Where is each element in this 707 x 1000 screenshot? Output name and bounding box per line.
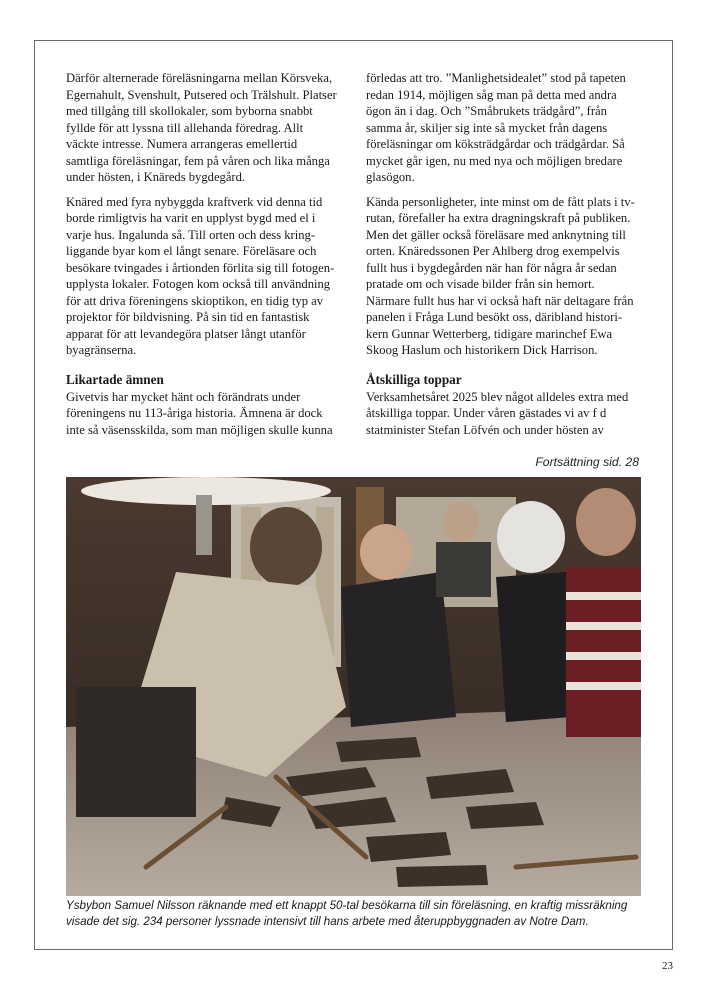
right-paragraph-2: Kända personligheter, inte minst om de fått plats i tv-rutan, förefaller ha extra dragningskraft på publiken. Men det gäller också föreläsare med anknytning till orten. Knäredssonen Per Ahlberg drog exempelvis fullt hus i bygdegården när han för några år sedan pratade om och visade bilder från sin hemort. Närmare fullt hus har vi också haft när deltagare från panelen i Fråga Lund besökt oss, däribland historikern Gunnar Wetterberg, tidigare marinchef Ewa Skoog Haslum och historikern Dick Harrison. — [366, 194, 635, 357]
right-paragraph-1: förledas att tro. ”Manlighetsidealet” stod på tapeten redan 1914, möjligen såg man på detta med andra ögon än i dag. Och ”Småbrukets trädgård”, från samma år, skiljer sig inte så mycket från dagens föreläsningar om köksträdgårdar och trädgårdar. Så mycket går igen, nu med nya och möjligen bredare glasögon. — [366, 71, 626, 184]
left-column — [66, 70, 339, 446]
page-number: 23 — [662, 960, 673, 972]
left-paragraph-2: Knäred med fyra nybyggda kraftverk vid denna tid borde rimligtvis ha varit en upplyst bygd med el i varje hus. Ingalunda så. Till orten och dess kringliggande byar kom el långt senare. Föreläsare och besökare tvingades i årtionden förlita sig till fotogenupplysta lokaler. Fotogen kom också till användning för att driva föreningens skioptikon, en tidig typ av projektor för bildvisning. På sin tid en fantastisk apparat för att levandegöra platser långt utanför byagränserna. — [66, 194, 335, 357]
left-paragraph-3: Givetvis har mycket hänt och förändrats under föreningens nu 113-åriga historia. Ämnena är dock inte så väsensskilda, som man möjligen skulle kunna — [66, 389, 333, 437]
continuation-note: Fortsättning sid. 28 — [535, 455, 639, 469]
photo-caption: Ysbybon Samuel Nilsson räknande med ett knappt 50-tal besökarna till sin föreläsning, en kraftig missräkning visade det sig. 234 personer lyssnade intensivt till hans arbete med återuppbyggnaden av Notre Dam. — [66, 899, 628, 928]
heading-atskilliga-toppar: Åtskilliga toppar — [366, 371, 462, 387]
photo-illustration — [66, 477, 641, 896]
heading-likartade-amnen: Likartade ämnen — [66, 371, 164, 387]
photo-lecture-axes — [66, 477, 641, 896]
left-paragraph-1: Därför alternerade föreläsningarna mellan Körsveka, Egernahult, Svenshult, Putsered och Trälshult. Platser med tillgång till skollokaler, som byborna snabbt fyllde för att lyssna till allehanda föredrag. Allt väckte intresse. Numera arrangeras emellertid samtliga föreläsningar, fem på våren och lika många under hösten, i Knäreds bygdegård. — [66, 71, 337, 184]
right-column — [366, 70, 639, 446]
right-paragraph-3: Verksamhetsåret 2025 blev något alldeles extra med åtskilliga toppar. Under våren gästades vi av f d statminister Stefan Löfvén och under hösten av — [366, 389, 629, 437]
